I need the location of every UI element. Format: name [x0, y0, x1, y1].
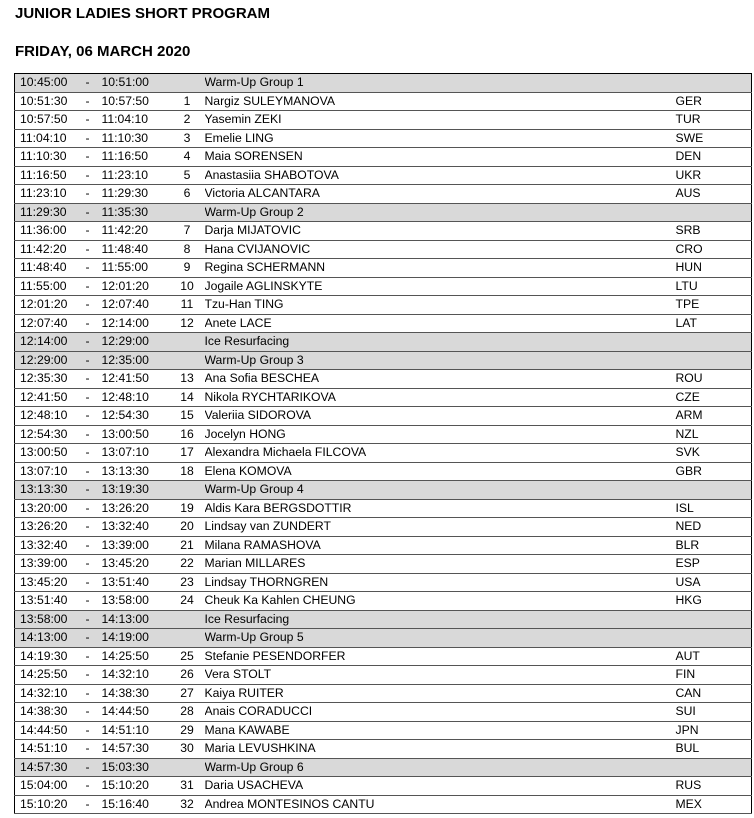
start-number: 29	[170, 721, 205, 740]
skater-name: Ana Sofia BESCHEA	[205, 370, 673, 389]
start-number: 27	[170, 684, 205, 703]
end-time: 11:10:30	[102, 129, 170, 148]
time-separator: -	[86, 351, 102, 370]
start-number	[170, 351, 205, 370]
schedule-skater-row	[15, 462, 752, 481]
start-number: 2	[170, 111, 205, 130]
start-time: 11:36:00	[15, 222, 86, 241]
start-number: 23	[170, 573, 205, 592]
end-time: 14:25:50	[102, 647, 170, 666]
end-time: 14:13:00	[102, 610, 170, 629]
nation-code	[673, 351, 752, 370]
start-number: 26	[170, 666, 205, 685]
schedule-skater-row	[15, 536, 752, 555]
start-number	[170, 481, 205, 500]
skater-name: Darja MIJATOVIC	[205, 222, 673, 241]
schedule-group-row	[15, 610, 752, 629]
time-separator: -	[86, 166, 102, 185]
nation-code: GER	[673, 92, 752, 111]
schedule-skater-row	[15, 277, 752, 296]
end-time: 11:55:00	[102, 259, 170, 278]
skater-name: Vera STOLT	[205, 666, 673, 685]
end-time: 12:48:10	[102, 388, 170, 407]
time-separator: -	[86, 314, 102, 333]
skater-name: Valeriia SIDOROVA	[205, 407, 673, 426]
start-number: 1	[170, 92, 205, 111]
nation-code: UKR	[673, 166, 752, 185]
start-time: 14:51:10	[15, 740, 86, 759]
start-time: 11:55:00	[15, 277, 86, 296]
schedule-group-row	[15, 74, 752, 93]
skater-name: Regina SCHERMANN	[205, 259, 673, 278]
time-separator: -	[86, 240, 102, 259]
start-time: 13:26:20	[15, 518, 86, 537]
start-time: 12:54:30	[15, 425, 86, 444]
start-number: 32	[170, 795, 205, 814]
start-time: 14:38:30	[15, 703, 86, 722]
start-number: 22	[170, 555, 205, 574]
time-separator: -	[86, 740, 102, 759]
skater-name: Andrea MONTESINOS CANTU	[205, 795, 673, 814]
time-separator: -	[86, 74, 102, 93]
schedule-skater-row	[15, 684, 752, 703]
skater-name: Maria LEVUSHKINA	[205, 740, 673, 759]
time-separator: -	[86, 758, 102, 777]
skater-name: Lindsay van ZUNDERT	[205, 518, 673, 537]
start-number	[170, 333, 205, 352]
session-label: Warm-Up Group 1	[205, 74, 673, 93]
nation-code: GBR	[673, 462, 752, 481]
time-separator: -	[86, 333, 102, 352]
skater-name: Jocelyn HONG	[205, 425, 673, 444]
end-time: 11:48:40	[102, 240, 170, 259]
schedule-skater-row	[15, 444, 752, 463]
start-number: 12	[170, 314, 205, 333]
schedule-table	[14, 73, 752, 814]
schedule-group-row	[15, 758, 752, 777]
schedule-date: FRIDAY, 06 MARCH 2020	[15, 43, 191, 60]
skater-name: Lindsay THORNGREN	[205, 573, 673, 592]
schedule-skater-row	[15, 296, 752, 315]
skater-name: Alexandra Michaela FILCOVA	[205, 444, 673, 463]
nation-code	[673, 610, 752, 629]
start-time: 12:14:00	[15, 333, 86, 352]
start-time: 12:48:10	[15, 407, 86, 426]
start-time: 12:29:00	[15, 351, 86, 370]
nation-code: USA	[673, 573, 752, 592]
nation-code: FIN	[673, 666, 752, 685]
schedule-skater-row	[15, 148, 752, 167]
schedule-skater-row	[15, 499, 752, 518]
end-time: 13:32:40	[102, 518, 170, 537]
start-number	[170, 610, 205, 629]
skater-name: Nikola RYCHTARIKOVA	[205, 388, 673, 407]
end-time: 13:19:30	[102, 481, 170, 500]
time-separator: -	[86, 388, 102, 407]
skater-name: Anastasiia SHABOTOVA	[205, 166, 673, 185]
end-time: 12:07:40	[102, 296, 170, 315]
time-separator: -	[86, 684, 102, 703]
end-time: 13:51:40	[102, 573, 170, 592]
skater-name: Nargiz SULEYMANOVA	[205, 92, 673, 111]
end-time: 12:41:50	[102, 370, 170, 389]
start-time: 13:39:00	[15, 555, 86, 574]
schedule-skater-row	[15, 407, 752, 426]
start-time: 11:48:40	[15, 259, 86, 278]
time-separator: -	[86, 425, 102, 444]
schedule-skater-row	[15, 314, 752, 333]
end-time: 12:01:20	[102, 277, 170, 296]
end-time: 15:10:20	[102, 777, 170, 796]
end-time: 11:42:20	[102, 222, 170, 241]
end-time: 15:16:40	[102, 795, 170, 814]
start-number	[170, 74, 205, 93]
time-separator: -	[86, 666, 102, 685]
time-separator: -	[86, 629, 102, 648]
nation-code: LAT	[673, 314, 752, 333]
schedule-skater-row	[15, 92, 752, 111]
start-number: 24	[170, 592, 205, 611]
time-separator: -	[86, 92, 102, 111]
nation-code: ESP	[673, 555, 752, 574]
time-separator: -	[86, 129, 102, 148]
nation-code: ARM	[673, 407, 752, 426]
end-time: 11:35:30	[102, 203, 170, 222]
start-time: 13:07:10	[15, 462, 86, 481]
schedule-skater-row	[15, 185, 752, 204]
schedule-skater-row	[15, 721, 752, 740]
start-time: 14:25:50	[15, 666, 86, 685]
schedule-skater-row	[15, 647, 752, 666]
skater-name: Maia SORENSEN	[205, 148, 673, 167]
schedule-skater-row	[15, 222, 752, 241]
skater-name: Cheuk Ka Kahlen CHEUNG	[205, 592, 673, 611]
nation-code: HKG	[673, 592, 752, 611]
nation-code: ISL	[673, 499, 752, 518]
nation-code	[673, 74, 752, 93]
end-time: 13:13:30	[102, 462, 170, 481]
session-label: Ice Resurfacing	[205, 610, 673, 629]
schedule-skater-row	[15, 518, 752, 537]
session-label: Warm-Up Group 5	[205, 629, 673, 648]
session-label: Warm-Up Group 3	[205, 351, 673, 370]
nation-code: LTU	[673, 277, 752, 296]
time-separator: -	[86, 148, 102, 167]
end-time: 13:45:20	[102, 555, 170, 574]
start-number: 5	[170, 166, 205, 185]
end-time: 12:35:00	[102, 351, 170, 370]
start-number: 15	[170, 407, 205, 426]
end-time: 14:44:50	[102, 703, 170, 722]
end-time: 11:04:10	[102, 111, 170, 130]
nation-code	[673, 333, 752, 352]
time-separator: -	[86, 499, 102, 518]
schedule-skater-row	[15, 592, 752, 611]
time-separator: -	[86, 111, 102, 130]
start-time: 14:19:30	[15, 647, 86, 666]
nation-code: NED	[673, 518, 752, 537]
nation-code: TPE	[673, 296, 752, 315]
time-separator: -	[86, 185, 102, 204]
nation-code: SVK	[673, 444, 752, 463]
start-number: 30	[170, 740, 205, 759]
skater-name: Emelie LING	[205, 129, 673, 148]
nation-code: NZL	[673, 425, 752, 444]
start-time: 13:51:40	[15, 592, 86, 611]
skater-name: Marian MILLARES	[205, 555, 673, 574]
start-time: 11:10:30	[15, 148, 86, 167]
start-time: 14:13:00	[15, 629, 86, 648]
end-time: 11:16:50	[102, 148, 170, 167]
end-time: 13:58:00	[102, 592, 170, 611]
end-time: 14:57:30	[102, 740, 170, 759]
end-time: 11:29:30	[102, 185, 170, 204]
start-time: 12:35:30	[15, 370, 86, 389]
nation-code: BUL	[673, 740, 752, 759]
end-time: 12:14:00	[102, 314, 170, 333]
start-number: 8	[170, 240, 205, 259]
nation-code: CAN	[673, 684, 752, 703]
time-separator: -	[86, 721, 102, 740]
skater-name: Elena KOMOVA	[205, 462, 673, 481]
start-time: 12:41:50	[15, 388, 86, 407]
nation-code: CZE	[673, 388, 752, 407]
time-separator: -	[86, 647, 102, 666]
time-separator: -	[86, 573, 102, 592]
skater-name: Anete LACE	[205, 314, 673, 333]
schedule-skater-row	[15, 388, 752, 407]
start-time: 13:20:00	[15, 499, 86, 518]
nation-code: BLR	[673, 536, 752, 555]
nation-code: DEN	[673, 148, 752, 167]
start-time: 14:32:10	[15, 684, 86, 703]
skater-name: Jogaile AGLINSKYTE	[205, 277, 673, 296]
end-time: 10:57:50	[102, 92, 170, 111]
time-separator: -	[86, 277, 102, 296]
nation-code: RUS	[673, 777, 752, 796]
start-time: 13:45:20	[15, 573, 86, 592]
start-number: 10	[170, 277, 205, 296]
nation-code: HUN	[673, 259, 752, 278]
start-time: 11:16:50	[15, 166, 86, 185]
time-separator: -	[86, 592, 102, 611]
start-time: 12:07:40	[15, 314, 86, 333]
nation-code: MEX	[673, 795, 752, 814]
time-separator: -	[86, 703, 102, 722]
skater-name: Mana KAWABE	[205, 721, 673, 740]
nation-code: CRO	[673, 240, 752, 259]
schedule-skater-row	[15, 425, 752, 444]
start-number: 6	[170, 185, 205, 204]
skater-name: Anais CORADUCCI	[205, 703, 673, 722]
session-label: Warm-Up Group 4	[205, 481, 673, 500]
end-time: 12:54:30	[102, 407, 170, 426]
skater-name: Daria USACHEVA	[205, 777, 673, 796]
end-time: 13:00:50	[102, 425, 170, 444]
time-separator: -	[86, 536, 102, 555]
start-time: 10:45:00	[15, 74, 86, 93]
skater-name: Tzu-Han TING	[205, 296, 673, 315]
schedule-skater-row	[15, 370, 752, 389]
time-separator: -	[86, 222, 102, 241]
start-number: 21	[170, 536, 205, 555]
skater-name: Hana CVIJANOVIC	[205, 240, 673, 259]
time-separator: -	[86, 203, 102, 222]
page-title: JUNIOR LADIES SHORT PROGRAM	[15, 5, 271, 22]
start-number: 16	[170, 425, 205, 444]
end-time: 14:19:00	[102, 629, 170, 648]
time-separator: -	[86, 777, 102, 796]
start-number: 31	[170, 777, 205, 796]
end-time: 11:23:10	[102, 166, 170, 185]
schedule-group-row	[15, 203, 752, 222]
nation-code: JPN	[673, 721, 752, 740]
start-time: 15:10:20	[15, 795, 86, 814]
start-time: 11:29:30	[15, 203, 86, 222]
time-separator: -	[86, 795, 102, 814]
start-time: 14:57:30	[15, 758, 86, 777]
nation-code: SRB	[673, 222, 752, 241]
start-number: 3	[170, 129, 205, 148]
start-number: 14	[170, 388, 205, 407]
start-number: 25	[170, 647, 205, 666]
start-number	[170, 203, 205, 222]
start-time: 12:01:20	[15, 296, 86, 315]
time-separator: -	[86, 407, 102, 426]
start-number: 20	[170, 518, 205, 537]
start-time: 13:13:30	[15, 481, 86, 500]
nation-code	[673, 758, 752, 777]
start-number	[170, 629, 205, 648]
skater-name: Milana RAMASHOVA	[205, 536, 673, 555]
start-time: 13:00:50	[15, 444, 86, 463]
start-time: 10:51:30	[15, 92, 86, 111]
start-number: 19	[170, 499, 205, 518]
schedule-group-row	[15, 481, 752, 500]
time-separator: -	[86, 296, 102, 315]
schedule-skater-row	[15, 795, 752, 814]
start-time: 11:42:20	[15, 240, 86, 259]
schedule-skater-row	[15, 573, 752, 592]
start-time: 15:04:00	[15, 777, 86, 796]
schedule-skater-row	[15, 666, 752, 685]
nation-code: AUS	[673, 185, 752, 204]
schedule-skater-row	[15, 166, 752, 185]
end-time: 12:29:00	[102, 333, 170, 352]
session-label: Ice Resurfacing	[205, 333, 673, 352]
end-time: 15:03:30	[102, 758, 170, 777]
time-separator: -	[86, 370, 102, 389]
schedule-skater-row	[15, 259, 752, 278]
nation-code: TUR	[673, 111, 752, 130]
time-separator: -	[86, 610, 102, 629]
schedule-skater-row	[15, 240, 752, 259]
end-time: 14:51:10	[102, 721, 170, 740]
session-label: Warm-Up Group 2	[205, 203, 673, 222]
start-time: 13:58:00	[15, 610, 86, 629]
schedule-skater-row	[15, 111, 752, 130]
start-number: 18	[170, 462, 205, 481]
schedule-skater-row	[15, 555, 752, 574]
time-separator: -	[86, 444, 102, 463]
end-time: 13:26:20	[102, 499, 170, 518]
start-time: 11:23:10	[15, 185, 86, 204]
time-separator: -	[86, 462, 102, 481]
time-separator: -	[86, 518, 102, 537]
end-time: 13:07:10	[102, 444, 170, 463]
skater-name: Stefanie PESENDORFER	[205, 647, 673, 666]
skater-name: Aldis Kara BERGSDOTTIR	[205, 499, 673, 518]
session-label: Warm-Up Group 6	[205, 758, 673, 777]
skater-name: Kaiya RUITER	[205, 684, 673, 703]
schedule-skater-row	[15, 129, 752, 148]
schedule-group-row	[15, 333, 752, 352]
end-time: 13:39:00	[102, 536, 170, 555]
nation-code: SUI	[673, 703, 752, 722]
start-number	[170, 758, 205, 777]
nation-code	[673, 629, 752, 648]
start-number: 28	[170, 703, 205, 722]
time-separator: -	[86, 555, 102, 574]
nation-code: AUT	[673, 647, 752, 666]
start-number: 4	[170, 148, 205, 167]
start-number: 13	[170, 370, 205, 389]
start-time: 11:04:10	[15, 129, 86, 148]
schedule-skater-row	[15, 777, 752, 796]
start-number: 9	[170, 259, 205, 278]
end-time: 14:38:30	[102, 684, 170, 703]
skater-name: Yasemin ZEKI	[205, 111, 673, 130]
schedule-skater-row	[15, 703, 752, 722]
schedule-skater-row	[15, 740, 752, 759]
start-time: 13:32:40	[15, 536, 86, 555]
nation-code: ROU	[673, 370, 752, 389]
start-time: 14:44:50	[15, 721, 86, 740]
time-separator: -	[86, 259, 102, 278]
nation-code: SWE	[673, 129, 752, 148]
schedule-group-row	[15, 351, 752, 370]
skater-name: Victoria ALCANTARA	[205, 185, 673, 204]
nation-code	[673, 481, 752, 500]
end-time: 10:51:00	[102, 74, 170, 93]
nation-code	[673, 203, 752, 222]
start-number: 17	[170, 444, 205, 463]
start-number: 7	[170, 222, 205, 241]
start-time: 10:57:50	[15, 111, 86, 130]
schedule-group-row	[15, 629, 752, 648]
end-time: 14:32:10	[102, 666, 170, 685]
start-number: 11	[170, 296, 205, 315]
time-separator: -	[86, 481, 102, 500]
